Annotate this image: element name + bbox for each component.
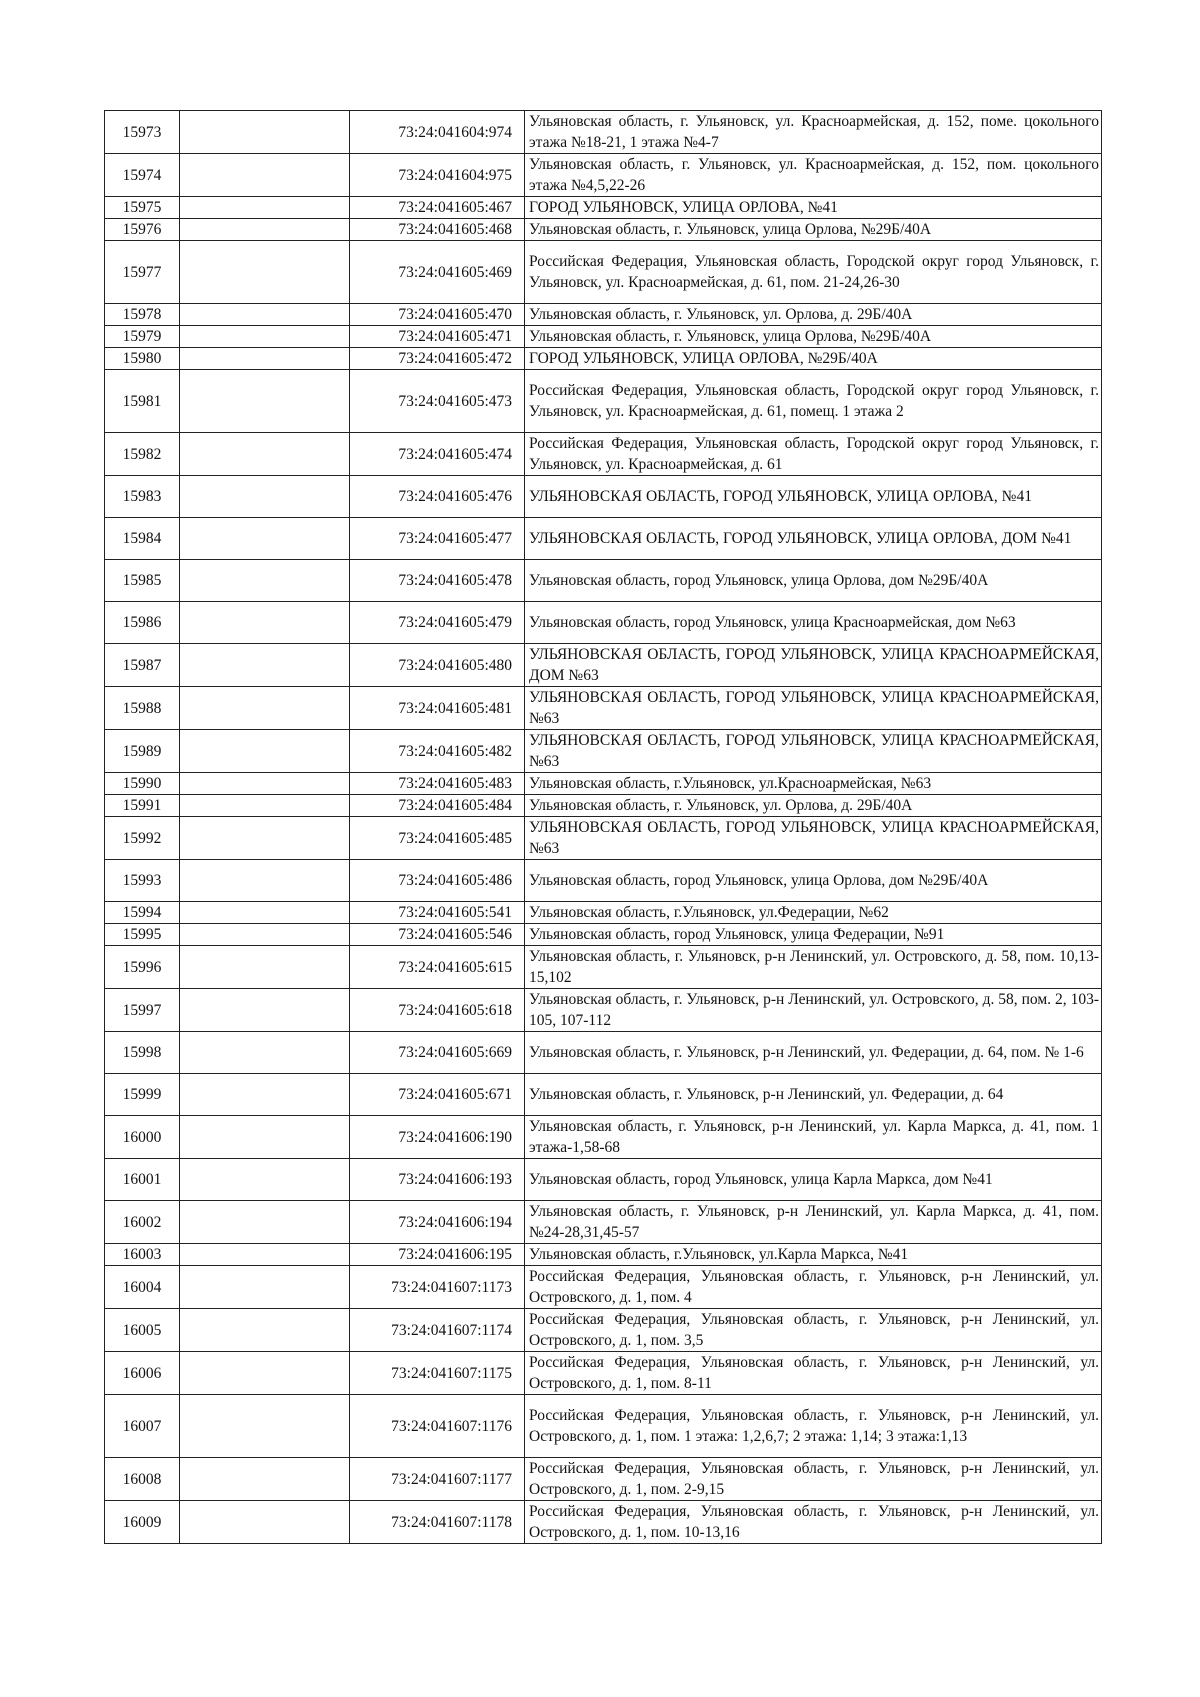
table-row bbox=[105, 370, 1102, 433]
table-row bbox=[105, 989, 1102, 1032]
address: Ульяновская область, г. Ульяновск, улица Орлова, №29Б/40А bbox=[525, 219, 1102, 241]
table-row bbox=[105, 687, 1102, 730]
table-row bbox=[105, 773, 1102, 795]
empty-cell bbox=[180, 348, 350, 370]
address: ГОРОД УЛЬЯНОВСК, УЛИЦА ОРЛОВА, №41 bbox=[525, 197, 1102, 219]
cadastral-number: 73:24:041605:480 bbox=[350, 644, 525, 687]
address: УЛЬЯНОВСКАЯ ОБЛАСТЬ, ГОРОД УЛЬЯНОВСК, УЛИЦА КРАСНОАРМЕЙСКАЯ, ДОМ №63 bbox=[525, 644, 1102, 687]
cadastral-number: 73:24:041604:974 bbox=[350, 111, 525, 154]
cadastral-number: 73:24:041605:476 bbox=[350, 476, 525, 518]
cadastral-number: 73:24:041605:481 bbox=[350, 687, 525, 730]
row-number: 15991 bbox=[105, 795, 180, 817]
cadastral-number: 73:24:041605:483 bbox=[350, 773, 525, 795]
table-row bbox=[105, 1458, 1102, 1501]
empty-cell bbox=[180, 1458, 350, 1501]
table-row bbox=[105, 304, 1102, 326]
address: Ульяновская область, г. Ульяновск, улица Орлова, №29Б/40А bbox=[525, 326, 1102, 348]
row-number: 15973 bbox=[105, 111, 180, 154]
row-number: 15996 bbox=[105, 946, 180, 989]
table-row bbox=[105, 1244, 1102, 1266]
cadastral-number: 73:24:041606:190 bbox=[350, 1116, 525, 1159]
row-number: 16000 bbox=[105, 1116, 180, 1159]
row-number: 15978 bbox=[105, 304, 180, 326]
cadastral-number: 73:24:041605:486 bbox=[350, 860, 525, 902]
address: Ульяновская область, г. Ульяновск, р-н Ленинский, ул. Островского, д. 58, пом. 10,13-15,102 bbox=[525, 946, 1102, 989]
empty-cell bbox=[180, 219, 350, 241]
table-row bbox=[105, 924, 1102, 946]
cadastral-number: 73:24:041605:482 bbox=[350, 730, 525, 773]
address: Российская Федерация, Ульяновская область, г. Ульяновск, р-н Ленинский, ул. Островского, д. 1, пом. 4 bbox=[525, 1266, 1102, 1309]
table-row bbox=[105, 197, 1102, 219]
cadastral-number: 73:24:041605:618 bbox=[350, 989, 525, 1032]
table-row bbox=[105, 1074, 1102, 1116]
address: Ульяновская область, г. Ульяновск, р-н Ленинский, ул. Федерации, д. 64, пом. № 1-6 bbox=[525, 1032, 1102, 1074]
cadastral-number: 73:24:041607:1176 bbox=[350, 1395, 525, 1458]
row-number: 16009 bbox=[105, 1501, 180, 1544]
address: Ульяновская область, г. Ульяновск, ул. Орлова, д. 29Б/40А bbox=[525, 795, 1102, 817]
address: УЛЬЯНОВСКАЯ ОБЛАСТЬ, ГОРОД УЛЬЯНОВСК, УЛИЦА ОРЛОВА, ДОМ №41 bbox=[525, 518, 1102, 560]
empty-cell bbox=[180, 476, 350, 518]
row-number: 16007 bbox=[105, 1395, 180, 1458]
row-number: 15988 bbox=[105, 687, 180, 730]
table-row bbox=[105, 154, 1102, 197]
row-number: 15986 bbox=[105, 602, 180, 644]
empty-cell bbox=[180, 860, 350, 902]
address: Ульяновская область, г. Ульяновск, р-н Ленинский, ул. Федерации, д. 64 bbox=[525, 1074, 1102, 1116]
address: Ульяновская область, город Ульяновск, улица Красноармейская, дом №63 bbox=[525, 602, 1102, 644]
empty-cell bbox=[180, 1309, 350, 1352]
cadastral-number: 73:24:041607:1173 bbox=[350, 1266, 525, 1309]
address: УЛЬЯНОВСКАЯ ОБЛАСТЬ, ГОРОД УЛЬЯНОВСК, УЛИЦА ОРЛОВА, №41 bbox=[525, 476, 1102, 518]
address: Ульяновская область, г. Ульяновск, р-н Ленинский, ул. Карла Маркса, д. 41, пом. 1 этажа-1,58-68 bbox=[525, 1116, 1102, 1159]
address: Российская Федерация, Ульяновская область, Городской округ город Ульяновск, г. Ульяновск, ул. Красноармейская, д. 61, помещ. 1 этажа 2 bbox=[525, 370, 1102, 433]
table-row bbox=[105, 946, 1102, 989]
cadastral-number: 73:24:041605:470 bbox=[350, 304, 525, 326]
cadastral-number: 73:24:041605:615 bbox=[350, 946, 525, 989]
table-row bbox=[105, 476, 1102, 518]
empty-cell bbox=[180, 326, 350, 348]
table-row bbox=[105, 1501, 1102, 1544]
address: Ульяновская область, город Ульяновск, улица Карла Маркса, дом №41 bbox=[525, 1159, 1102, 1201]
table-row bbox=[105, 902, 1102, 924]
address: Российская Федерация, Ульяновская область, г. Ульяновск, р-н Ленинский, ул. Островского, д. 1, пом. 2-9,15 bbox=[525, 1458, 1102, 1501]
address: ГОРОД УЛЬЯНОВСК, УЛИЦА ОРЛОВА, №29Б/40А bbox=[525, 348, 1102, 370]
cadastral-number: 73:24:041604:975 bbox=[350, 154, 525, 197]
cadastral-number: 73:24:041607:1175 bbox=[350, 1352, 525, 1395]
table-row bbox=[105, 348, 1102, 370]
empty-cell bbox=[180, 1032, 350, 1074]
table-row bbox=[105, 1032, 1102, 1074]
address: Ульяновская область, г. Ульяновск, ул. Орлова, д. 29Б/40А bbox=[525, 304, 1102, 326]
table-row bbox=[105, 1116, 1102, 1159]
row-number: 15974 bbox=[105, 154, 180, 197]
address: Ульяновская область, г. Ульяновск, р-н Ленинский, ул. Островского, д. 58, пом. 2, 103-105, 107-112 bbox=[525, 989, 1102, 1032]
row-number: 15990 bbox=[105, 773, 180, 795]
table-row bbox=[105, 518, 1102, 560]
cadastral-number: 73:24:041605:478 bbox=[350, 560, 525, 602]
cadastral-number: 73:24:041605:474 bbox=[350, 433, 525, 476]
table-row bbox=[105, 219, 1102, 241]
empty-cell bbox=[180, 197, 350, 219]
address: Российская Федерация, Ульяновская область, г. Ульяновск, р-н Ленинский, ул. Островского, д. 1, пом. 10-13,16 bbox=[525, 1501, 1102, 1544]
row-number: 15981 bbox=[105, 370, 180, 433]
cadastral-number: 73:24:041605:472 bbox=[350, 348, 525, 370]
row-number: 16006 bbox=[105, 1352, 180, 1395]
address: Российская Федерация, Ульяновская область, г. Ульяновск, р-н Ленинский, ул. Островского, д. 1, пом. 8-11 bbox=[525, 1352, 1102, 1395]
row-number: 15976 bbox=[105, 219, 180, 241]
row-number: 15993 bbox=[105, 860, 180, 902]
cadastral-number: 73:24:041605:468 bbox=[350, 219, 525, 241]
empty-cell bbox=[180, 773, 350, 795]
row-number: 15985 bbox=[105, 560, 180, 602]
table-row bbox=[105, 730, 1102, 773]
table-row bbox=[105, 1309, 1102, 1352]
empty-cell bbox=[180, 1201, 350, 1244]
empty-cell bbox=[180, 111, 350, 154]
table-row bbox=[105, 860, 1102, 902]
empty-cell bbox=[180, 795, 350, 817]
empty-cell bbox=[180, 730, 350, 773]
address: Ульяновская область, город Ульяновск, улица Орлова, дом №29Б/40А bbox=[525, 860, 1102, 902]
row-number: 15980 bbox=[105, 348, 180, 370]
empty-cell bbox=[180, 687, 350, 730]
table-row bbox=[105, 1159, 1102, 1201]
cadastral-number: 73:24:041605:541 bbox=[350, 902, 525, 924]
cadastral-number: 73:24:041605:467 bbox=[350, 197, 525, 219]
table-row bbox=[105, 1352, 1102, 1395]
empty-cell bbox=[180, 433, 350, 476]
cadastral-number: 73:24:041607:1178 bbox=[350, 1501, 525, 1544]
row-number: 15997 bbox=[105, 989, 180, 1032]
cadastral-number: 73:24:041605:473 bbox=[350, 370, 525, 433]
cadastral-number: 73:24:041606:193 bbox=[350, 1159, 525, 1201]
cadastral-number: 73:24:041607:1174 bbox=[350, 1309, 525, 1352]
table-row bbox=[105, 1201, 1102, 1244]
empty-cell bbox=[180, 1352, 350, 1395]
empty-cell bbox=[180, 1244, 350, 1266]
table-row bbox=[105, 433, 1102, 476]
cadastral-number: 73:24:041605:671 bbox=[350, 1074, 525, 1116]
empty-cell bbox=[180, 1074, 350, 1116]
empty-cell bbox=[180, 817, 350, 860]
row-number: 16004 bbox=[105, 1266, 180, 1309]
empty-cell bbox=[180, 560, 350, 602]
empty-cell bbox=[180, 518, 350, 560]
row-number: 15999 bbox=[105, 1074, 180, 1116]
empty-cell bbox=[180, 370, 350, 433]
table-row bbox=[105, 817, 1102, 860]
address: Ульяновская область, г.Ульяновск, ул.Красноармейская, №63 bbox=[525, 773, 1102, 795]
cadastral-number: 73:24:041605:546 bbox=[350, 924, 525, 946]
row-number: 15994 bbox=[105, 902, 180, 924]
cadastral-number: 73:24:041606:194 bbox=[350, 1201, 525, 1244]
empty-cell bbox=[180, 946, 350, 989]
registry-body bbox=[105, 111, 1102, 1544]
empty-cell bbox=[180, 1266, 350, 1309]
row-number: 16002 bbox=[105, 1201, 180, 1244]
row-number: 15987 bbox=[105, 644, 180, 687]
address: УЛЬЯНОВСКАЯ ОБЛАСТЬ, ГОРОД УЛЬЯНОВСК, УЛИЦА КРАСНОАРМЕЙСКАЯ, №63 bbox=[525, 817, 1102, 860]
cadastral-number: 73:24:041605:477 bbox=[350, 518, 525, 560]
empty-cell bbox=[180, 602, 350, 644]
empty-cell bbox=[180, 644, 350, 687]
address: Российская Федерация, Ульяновская область, г. Ульяновск, р-н Ленинский, ул. Островского, д. 1, пом. 3,5 bbox=[525, 1309, 1102, 1352]
empty-cell bbox=[180, 1395, 350, 1458]
table-row bbox=[105, 326, 1102, 348]
table-row bbox=[105, 1266, 1102, 1309]
empty-cell bbox=[180, 924, 350, 946]
table-row bbox=[105, 241, 1102, 304]
address: Ульяновская область, город Ульяновск, улица Орлова, дом №29Б/40А bbox=[525, 560, 1102, 602]
row-number: 15998 bbox=[105, 1032, 180, 1074]
row-number: 15982 bbox=[105, 433, 180, 476]
row-number: 15979 bbox=[105, 326, 180, 348]
empty-cell bbox=[180, 989, 350, 1032]
cadastral-number: 73:24:041605:484 bbox=[350, 795, 525, 817]
empty-cell bbox=[180, 154, 350, 197]
address: Ульяновская область, г. Ульяновск, ул. Красноармейская, д. 152, пом. цокольного этажа №4,5,22-26 bbox=[525, 154, 1102, 197]
address: УЛЬЯНОВСКАЯ ОБЛАСТЬ, ГОРОД УЛЬЯНОВСК, УЛИЦА КРАСНОАРМЕЙСКАЯ, №63 bbox=[525, 730, 1102, 773]
empty-cell bbox=[180, 1501, 350, 1544]
cadastral-number: 73:24:041607:1177 bbox=[350, 1458, 525, 1501]
row-number: 15989 bbox=[105, 730, 180, 773]
table-row bbox=[105, 795, 1102, 817]
address: Ульяновская область, г.Ульяновск, ул.Федерации, №62 bbox=[525, 902, 1102, 924]
address: Российская Федерация, Ульяновская область, Городской округ город Ульяновск, г. Ульяновск, ул. Красноармейская, д. 61, пом. 21-24,26-30 bbox=[525, 241, 1102, 304]
address: Ульяновская область, г.Ульяновск, ул.Карла Маркса, №41 bbox=[525, 1244, 1102, 1266]
row-number: 15977 bbox=[105, 241, 180, 304]
address: Ульяновская область, г. Ульяновск, р-н Ленинский, ул. Карла Маркса, д. 41, пом. №24-28,31,45-57 bbox=[525, 1201, 1102, 1244]
row-number: 15992 bbox=[105, 817, 180, 860]
address: Ульяновская область, г. Ульяновск, ул. Красноармейская, д. 152, поме. цокольного этажа №18-21, 1 этажа №4-7 bbox=[525, 111, 1102, 154]
row-number: 16008 bbox=[105, 1458, 180, 1501]
row-number: 15984 bbox=[105, 518, 180, 560]
row-number: 15975 bbox=[105, 197, 180, 219]
address: Российская Федерация, Ульяновская область, г. Ульяновск, р-н Ленинский, ул. Островского, д. 1, пом. 1 этажа: 1,2,6,7; 2 этажа: 1,14; 3 этажа:1,13 bbox=[525, 1395, 1102, 1458]
row-number: 16005 bbox=[105, 1309, 180, 1352]
cadastral-number: 73:24:041605:669 bbox=[350, 1032, 525, 1074]
table-row bbox=[105, 560, 1102, 602]
registry-table bbox=[104, 110, 1102, 1544]
table-row bbox=[105, 111, 1102, 154]
empty-cell bbox=[180, 1159, 350, 1201]
cadastral-number: 73:24:041605:479 bbox=[350, 602, 525, 644]
cadastral-number: 73:24:041605:469 bbox=[350, 241, 525, 304]
row-number: 15995 bbox=[105, 924, 180, 946]
table-row bbox=[105, 1395, 1102, 1458]
address: Ульяновская область, город Ульяновск, улица Федерации, №91 bbox=[525, 924, 1102, 946]
table-row bbox=[105, 644, 1102, 687]
address: УЛЬЯНОВСКАЯ ОБЛАСТЬ, ГОРОД УЛЬЯНОВСК, УЛИЦА КРАСНОАРМЕЙСКАЯ, №63 bbox=[525, 687, 1102, 730]
row-number: 16003 bbox=[105, 1244, 180, 1266]
cadastral-number: 73:24:041605:485 bbox=[350, 817, 525, 860]
cadastral-number: 73:24:041605:471 bbox=[350, 326, 525, 348]
cadastral-number: 73:24:041606:195 bbox=[350, 1244, 525, 1266]
address: Российская Федерация, Ульяновская область, Городской округ город Ульяновск, г. Ульяновск, ул. Красноармейская, д. 61 bbox=[525, 433, 1102, 476]
empty-cell bbox=[180, 241, 350, 304]
empty-cell bbox=[180, 304, 350, 326]
row-number: 16001 bbox=[105, 1159, 180, 1201]
table-row bbox=[105, 602, 1102, 644]
empty-cell bbox=[180, 1116, 350, 1159]
row-number: 15983 bbox=[105, 476, 180, 518]
empty-cell bbox=[180, 902, 350, 924]
